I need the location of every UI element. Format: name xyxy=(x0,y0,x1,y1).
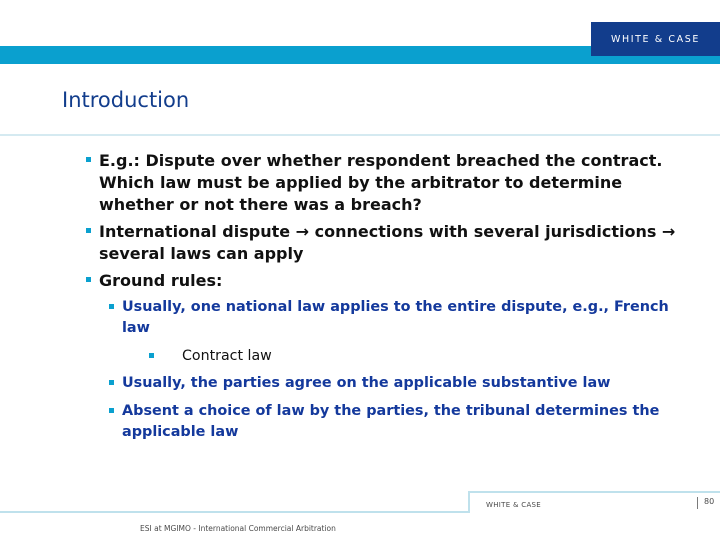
logo-text: WHITE & CASE xyxy=(611,33,700,45)
square-bullet-icon xyxy=(149,353,154,358)
sub-bullet-item xyxy=(109,297,686,339)
square-bullet-icon xyxy=(109,408,114,413)
title-divider xyxy=(0,134,720,136)
bullet-text: International dispute → connections with several jurisdictions → several laws can apply xyxy=(99,222,676,263)
square-bullet-icon xyxy=(86,228,91,233)
bullet-item xyxy=(86,221,686,265)
sub-sub-bullet-text: Contract law xyxy=(182,348,272,364)
footer-course-title: ESI at MGIMO - International Commercial Arbitration xyxy=(140,524,336,533)
footer-divider xyxy=(468,491,720,493)
sub-bullet-item xyxy=(109,401,686,443)
slide-body xyxy=(86,150,686,450)
footer-divider xyxy=(0,511,468,513)
sub-bullet-text: Absent a choice of law by the parties, the tribunal determines the applicable law xyxy=(122,403,660,440)
slide-title: Introduction xyxy=(62,88,190,112)
sub-bullet-text: Usually, one national law applies to the entire dispute, e.g., French law xyxy=(122,299,669,336)
square-bullet-icon xyxy=(109,304,114,309)
footer-brand: WHITE & CASE xyxy=(486,501,541,509)
footer-separator xyxy=(697,497,698,509)
square-bullet-icon xyxy=(109,380,114,385)
page-number: 80 xyxy=(704,497,715,506)
sub-bullet-text: Usually, the parties agree on the applicable substantive law xyxy=(122,375,611,391)
white-case-logo xyxy=(591,22,720,56)
sub-sub-bullet-item xyxy=(149,346,686,366)
bullet-text: E.g.: Dispute over whether respondent breached the contract. Which law must be applied by the arbitrator to determine whether or not there was a breach? xyxy=(99,151,663,214)
square-bullet-icon xyxy=(86,157,91,162)
bullet-text: Ground rules: xyxy=(99,271,223,290)
bullet-item xyxy=(86,150,686,216)
footer-divider xyxy=(468,491,470,513)
square-bullet-icon xyxy=(86,277,91,282)
sub-bullet-item xyxy=(109,373,686,394)
bullet-item xyxy=(86,270,686,292)
